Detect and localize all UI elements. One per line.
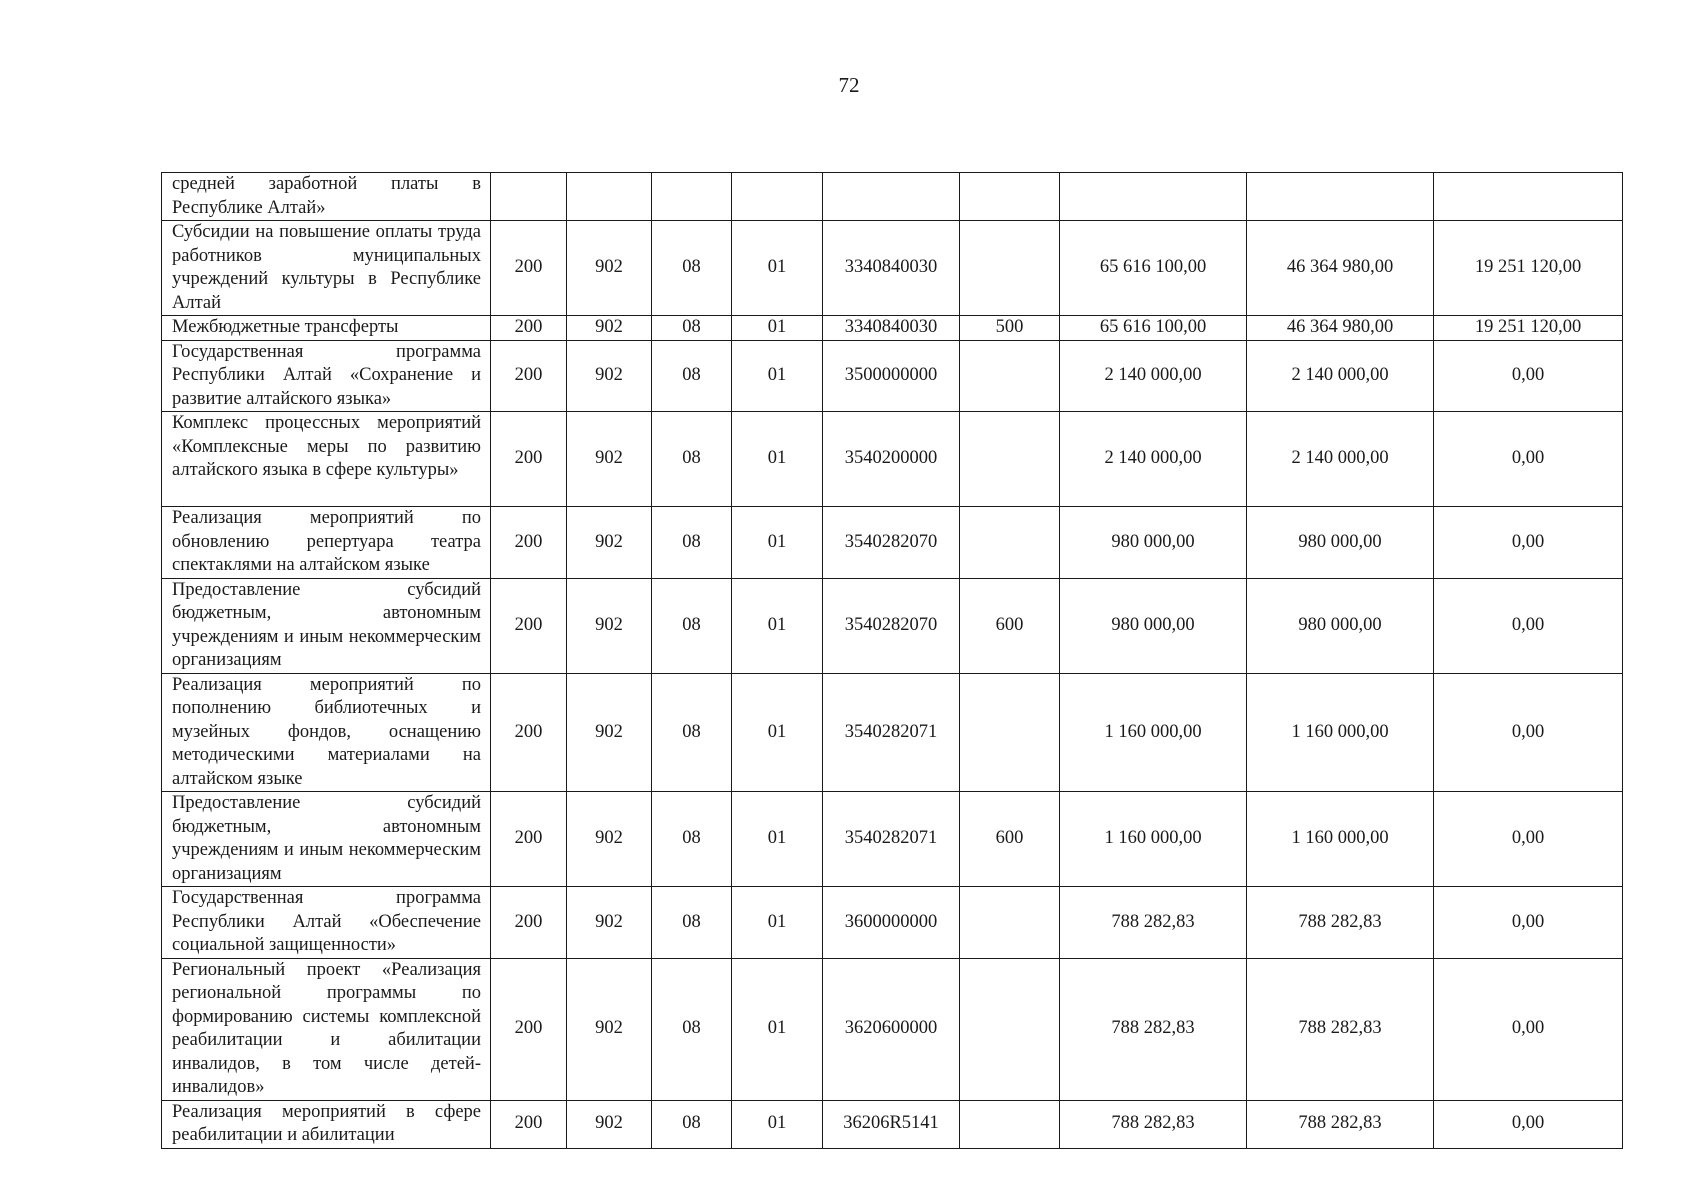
cell-c3: 08 <box>652 887 732 959</box>
table-row <box>162 221 1623 316</box>
cell-c6 <box>960 673 1060 792</box>
cell-c4: 01 <box>732 412 823 507</box>
cell-c4 <box>732 173 823 221</box>
cell-c8: 788 282,83 <box>1247 958 1434 1100</box>
cell-c6 <box>960 340 1060 412</box>
cell-c5: 3620600000 <box>823 958 960 1100</box>
cell-c1: 200 <box>491 316 567 341</box>
cell-c7: 65 616 100,00 <box>1060 221 1247 316</box>
cell-c7 <box>1060 173 1247 221</box>
item-name: Комплекс процессных мероприятий «Комплексные меры по развитию алтайского языка в сфере культуры» <box>162 412 491 507</box>
cell-c2: 902 <box>567 507 652 579</box>
cell-c9: 0,00 <box>1434 673 1623 792</box>
cell-c1: 200 <box>491 412 567 507</box>
cell-c7: 1 160 000,00 <box>1060 673 1247 792</box>
cell-c8: 1 160 000,00 <box>1247 673 1434 792</box>
cell-c1 <box>491 173 567 221</box>
cell-c2 <box>567 173 652 221</box>
cell-c7: 980 000,00 <box>1060 507 1247 579</box>
cell-c5: 3540282071 <box>823 673 960 792</box>
cell-c6 <box>960 887 1060 959</box>
cell-c3: 08 <box>652 221 732 316</box>
table-row <box>162 887 1623 959</box>
cell-c1: 200 <box>491 340 567 412</box>
cell-c6 <box>960 1100 1060 1148</box>
cell-c8: 980 000,00 <box>1247 507 1434 579</box>
cell-c2: 902 <box>567 673 652 792</box>
cell-c4: 01 <box>732 316 823 341</box>
cell-c6 <box>960 958 1060 1100</box>
cell-c2: 902 <box>567 1100 652 1148</box>
cell-c4: 01 <box>732 1100 823 1148</box>
cell-c9: 0,00 <box>1434 412 1623 507</box>
cell-c5: 3540282070 <box>823 507 960 579</box>
cell-c2: 902 <box>567 792 652 887</box>
cell-c3: 08 <box>652 673 732 792</box>
cell-c9: 19 251 120,00 <box>1434 316 1623 341</box>
table-row <box>162 340 1623 412</box>
cell-c4: 01 <box>732 507 823 579</box>
cell-c8 <box>1247 173 1434 221</box>
item-name: Государственная программа Республики Алтай «Обеспечение социальной защищенности» <box>162 887 491 959</box>
item-name: Государственная программа Республики Алтай «Сохранение и развитие алтайского языка» <box>162 340 491 412</box>
table-row <box>162 412 1623 507</box>
cell-c5: 3340840030 <box>823 316 960 341</box>
cell-c5: 3540200000 <box>823 412 960 507</box>
table-row <box>162 316 1623 341</box>
cell-c6: 600 <box>960 578 1060 673</box>
cell-c1: 200 <box>491 507 567 579</box>
cell-c2: 902 <box>567 958 652 1100</box>
cell-c9: 0,00 <box>1434 1100 1623 1148</box>
table-row <box>162 1100 1623 1148</box>
item-name: Предоставление субсидий бюджетным, автономным учреждениям и иным некоммерческим организациям <box>162 792 491 887</box>
cell-c9: 0,00 <box>1434 958 1623 1100</box>
cell-c3: 08 <box>652 792 732 887</box>
cell-c2: 902 <box>567 887 652 959</box>
cell-c8: 1 160 000,00 <box>1247 792 1434 887</box>
table-row <box>162 578 1623 673</box>
cell-c8: 980 000,00 <box>1247 578 1434 673</box>
cell-c8: 788 282,83 <box>1247 887 1434 959</box>
table-row <box>162 507 1623 579</box>
cell-c7: 65 616 100,00 <box>1060 316 1247 341</box>
table-row <box>162 173 1623 221</box>
cell-c5: 3600000000 <box>823 887 960 959</box>
item-name: Реализация мероприятий по обновлению репертуара театра спектаклями на алтайском языке <box>162 507 491 579</box>
cell-c6: 500 <box>960 316 1060 341</box>
cell-c6: 600 <box>960 792 1060 887</box>
cell-c5: 3500000000 <box>823 340 960 412</box>
cell-c3 <box>652 173 732 221</box>
cell-c8: 788 282,83 <box>1247 1100 1434 1148</box>
cell-c6 <box>960 221 1060 316</box>
cell-c3: 08 <box>652 340 732 412</box>
item-name: Субсидии на повышение оплаты труда работников муниципальных учреждений культуры в Республике Алтай <box>162 221 491 316</box>
cell-c7: 2 140 000,00 <box>1060 412 1247 507</box>
cell-c7: 980 000,00 <box>1060 578 1247 673</box>
cell-c4: 01 <box>732 958 823 1100</box>
cell-c1: 200 <box>491 792 567 887</box>
cell-c1: 200 <box>491 673 567 792</box>
item-name: Реализация мероприятий по пополнению библиотечных и музейных фондов, оснащению методическими материалами на алтайском языке <box>162 673 491 792</box>
cell-c4: 01 <box>732 221 823 316</box>
cell-c4: 01 <box>732 578 823 673</box>
cell-c2: 902 <box>567 221 652 316</box>
cell-c7: 2 140 000,00 <box>1060 340 1247 412</box>
cell-c3: 08 <box>652 507 732 579</box>
cell-c2: 902 <box>567 412 652 507</box>
table-row <box>162 673 1623 792</box>
cell-c6 <box>960 173 1060 221</box>
cell-c2: 902 <box>567 316 652 341</box>
item-name: Предоставление субсидий бюджетным, автономным учреждениям и иным некоммерческим организациям <box>162 578 491 673</box>
item-name: Реализация мероприятий в сфере реабилитации и абилитации <box>162 1100 491 1148</box>
cell-c4: 01 <box>732 887 823 959</box>
cell-c7: 788 282,83 <box>1060 1100 1247 1148</box>
cell-c3: 08 <box>652 578 732 673</box>
cell-c1: 200 <box>491 1100 567 1148</box>
cell-c5: 36206R5141 <box>823 1100 960 1148</box>
cell-c5: 3540282071 <box>823 792 960 887</box>
item-name: средней заработной платы в Республике Алтай» <box>162 173 491 221</box>
cell-c2: 902 <box>567 578 652 673</box>
cell-c1: 200 <box>491 221 567 316</box>
cell-c9: 0,00 <box>1434 887 1623 959</box>
cell-c3: 08 <box>652 316 732 341</box>
cell-c8: 46 364 980,00 <box>1247 221 1434 316</box>
cell-c1: 200 <box>491 578 567 673</box>
page-number: 72 <box>838 73 860 97</box>
cell-c6 <box>960 507 1060 579</box>
cell-c4: 01 <box>732 340 823 412</box>
cell-c1: 200 <box>491 887 567 959</box>
item-name: Региональный проект «Реализация региональной программы по формированию системы комплексной реабилитации и абилитации инвалидов, в том числе детей-инвалидов» <box>162 958 491 1100</box>
cell-c9: 19 251 120,00 <box>1434 221 1623 316</box>
cell-c8: 2 140 000,00 <box>1247 340 1434 412</box>
item-name: Межбюджетные трансферты <box>162 316 491 341</box>
cell-c3: 08 <box>652 412 732 507</box>
cell-c5: 3340840030 <box>823 221 960 316</box>
cell-c9 <box>1434 173 1623 221</box>
cell-c3: 08 <box>652 1100 732 1148</box>
cell-c4: 01 <box>732 792 823 887</box>
cell-c8: 46 364 980,00 <box>1247 316 1434 341</box>
cell-c9: 0,00 <box>1434 792 1623 887</box>
cell-c9: 0,00 <box>1434 578 1623 673</box>
cell-c9: 0,00 <box>1434 507 1623 579</box>
cell-c5: 3540282070 <box>823 578 960 673</box>
cell-c7: 788 282,83 <box>1060 887 1247 959</box>
cell-c4: 01 <box>732 673 823 792</box>
cell-c2: 902 <box>567 340 652 412</box>
cell-c7: 788 282,83 <box>1060 958 1247 1100</box>
cell-c7: 1 160 000,00 <box>1060 792 1247 887</box>
cell-c3: 08 <box>652 958 732 1100</box>
budget-table <box>161 172 1623 1149</box>
cell-c8: 2 140 000,00 <box>1247 412 1434 507</box>
cell-c6 <box>960 412 1060 507</box>
table-row <box>162 958 1623 1100</box>
cell-c1: 200 <box>491 958 567 1100</box>
table-row <box>162 792 1623 887</box>
cell-c5 <box>823 173 960 221</box>
cell-c9: 0,00 <box>1434 340 1623 412</box>
